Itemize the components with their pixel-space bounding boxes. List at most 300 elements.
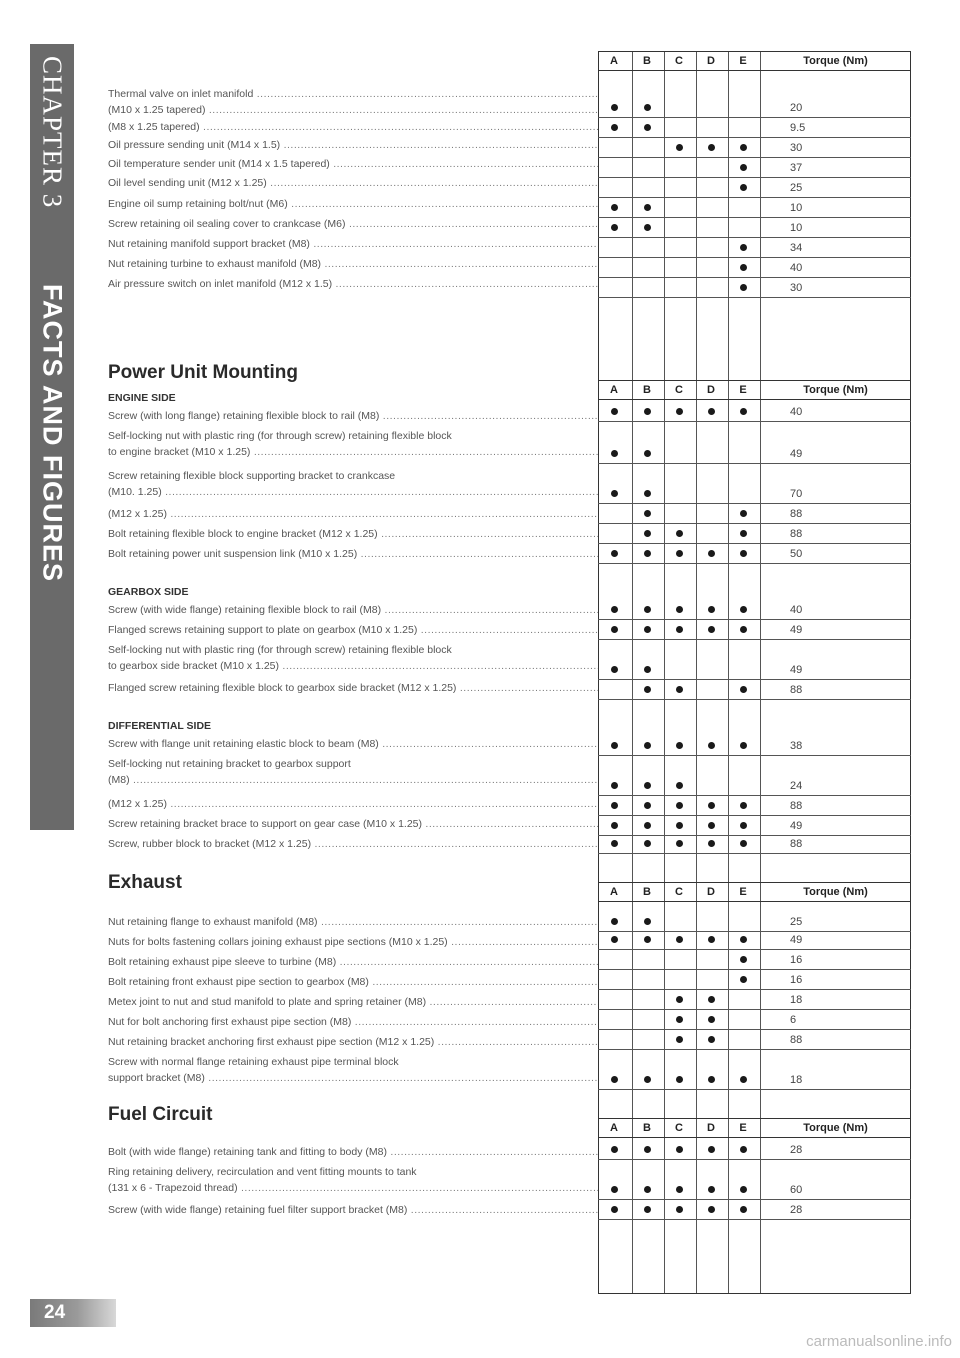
applies-dot [611,408,618,415]
applies-dot [740,244,747,251]
chapter-side-tab [30,44,74,830]
spec-item [108,196,598,212]
column-d-cell [695,178,727,197]
spec-item-text: Air pressure switch on inlet manifold (M12 x 1.5) ..... [108,276,598,292]
torque-value: 30 [790,141,803,154]
column-c-cell [663,504,695,523]
spec-item-text: Screw with normal flange retaining exhaust pipe terminal block [108,1056,399,1068]
column-c-cell [663,796,695,815]
column-header-d: D [707,1122,715,1134]
column-c-cell [663,1070,695,1089]
column-header-d: D [707,886,715,898]
applies-dot [740,1206,747,1213]
column-b-cell [631,444,663,463]
applies-dot [611,1186,618,1193]
torque-row [598,912,911,932]
column-b-cell [631,1140,663,1159]
column-d-cell [695,950,727,969]
spec-item [108,1054,598,1086]
spec-item [108,276,598,292]
column-e-cell [727,680,759,699]
applies-dot [644,1206,651,1213]
applies-dot [676,1206,683,1213]
column-c-cell [663,680,695,699]
column-c-cell [663,98,695,117]
column-b-cell [631,138,663,157]
column-b-cell [631,484,663,503]
torque-value: 88 [790,527,803,540]
column-c-cell [663,1140,695,1159]
column-a-cell [598,238,630,257]
spec-item-text: Engine oil sump retaining bolt/nut (M6) ..... [108,196,598,212]
column-d-cell [695,912,727,931]
spec-item-text: (M10. 1.25) ..... [108,484,598,500]
section-title: Fuel Circuit [108,1104,213,1125]
spec-item-text: Screw retaining oil sealing cover to crankcase (M6) ..... [108,216,598,232]
torque-value: 88 [790,837,803,850]
column-d-cell [695,238,727,257]
torque-value: 49 [790,663,803,676]
applies-dot [740,686,747,693]
spec-item-text: Bolt retaining power unit suspension link (M10 x 1.25) ..... [108,546,598,562]
column-b-cell [631,1070,663,1089]
column-b-cell [631,218,663,237]
applies-dot [644,936,651,943]
column-d-cell [695,990,727,1009]
torque-row [598,970,911,990]
torque-row [598,278,911,298]
torque-table-header [598,380,911,400]
column-e-cell [727,158,759,177]
spec-item [108,1014,598,1030]
torque-row [598,816,911,836]
applies-dot [644,782,651,789]
applies-dot [611,490,618,497]
column-a-cell [598,1070,630,1089]
torque-value: 18 [790,993,803,1006]
column-a-cell [598,138,630,157]
column-a-cell [598,1010,630,1029]
spec-item-text: Bolt retaining flexible block to engine bracket (M12 x 1.25) ..... [108,526,598,542]
spec-item [108,954,598,970]
column-b-cell [631,98,663,117]
spec-item-text: (M10 x 1.25 tapered) ..... [108,102,598,118]
column-e-cell [727,218,759,237]
applies-dot [740,606,747,613]
column-b-cell [631,950,663,969]
column-c-cell [663,544,695,563]
torque-value: 38 [790,739,803,752]
spec-item [108,642,598,674]
torque-value: 49 [790,447,803,460]
torque-row [598,1070,911,1090]
column-header-b: B [643,1122,651,1134]
column-a-cell [598,816,630,835]
column-a-cell [598,912,630,931]
spec-item-text: Nut retaining turbine to exhaust manifold (M8) ..... [108,256,598,272]
column-header-b: B [643,384,651,396]
column-d-cell [695,258,727,277]
column-e-cell [727,660,759,679]
spec-item [108,137,598,153]
applies-dot [611,936,618,943]
torque-header: Torque (Nm) [803,1122,868,1134]
applies-dot [708,802,715,809]
column-c-cell [663,736,695,755]
column-b-cell [631,504,663,523]
column-d-cell [695,402,727,421]
column-a-cell [598,484,630,503]
applies-dot [644,204,651,211]
spec-item [108,816,598,832]
applies-dot [676,626,683,633]
column-e-cell [727,118,759,137]
spec-item [108,236,598,252]
spec-item-text: Screw with flange unit retaining elastic block to beam (M8) ..... [108,736,598,752]
spec-item [108,836,598,852]
applies-dot [676,144,683,151]
column-c-cell [663,990,695,1009]
column-e-cell [727,736,759,755]
column-c-cell [663,278,695,297]
spec-item-text: Screw (with wide flange) retaining flexible block to rail (M8) ..... [108,602,598,618]
column-e-cell [727,402,759,421]
torque-row [598,1180,911,1200]
applies-dot [644,840,651,847]
torque-value: 28 [790,1143,803,1156]
applies-dot [676,1186,683,1193]
spec-item-text: support bracket (M8) ..... [108,1070,598,1086]
torque-value: 28 [790,1203,803,1216]
applies-dot [611,918,618,925]
torque-header: Torque (Nm) [803,384,868,396]
applies-dot [708,840,715,847]
column-a-cell [598,600,630,619]
spec-item [108,526,598,542]
applies-dot [644,510,651,517]
applies-dot [708,1206,715,1213]
spec-item-text: Nut retaining bracket anchoring first exhaust pipe section (M12 x 1.25) ..... [108,1034,598,1050]
spec-item-text: Metex joint to nut and stud manifold to plate and spring retainer (M8) ..... [108,994,598,1010]
spec-item-text: Screw retaining bracket brace to support on gear case (M10 x 1.25) ..... [108,816,598,832]
torque-value: 25 [790,181,803,194]
column-a-cell [598,796,630,815]
column-b-cell [631,930,663,949]
column-e-cell [727,970,759,989]
column-header-b: B [643,55,651,67]
applies-dot [676,606,683,613]
column-d-cell [695,1200,727,1219]
column-e-cell [727,776,759,795]
page-number-box [30,1299,116,1327]
torque-row [598,776,911,796]
applies-dot [676,1076,683,1083]
torque-row [598,158,911,178]
applies-dot [644,802,651,809]
column-d-cell [695,970,727,989]
column-b-cell [631,834,663,853]
column-b-cell [631,660,663,679]
column-a-cell [598,680,630,699]
column-b-cell [631,158,663,177]
subsection-title: ENGINE SIDE [108,392,176,404]
applies-dot [740,1186,747,1193]
column-a-cell [598,1140,630,1159]
applies-dot [611,742,618,749]
chapter-label: CHAPTER 3 [37,56,68,209]
column-header-c: C [675,886,683,898]
applies-dot [708,144,715,151]
applies-dot [644,606,651,613]
column-c-cell [663,930,695,949]
spec-item [108,216,598,232]
column-d-cell [695,1140,727,1159]
column-b-cell [631,912,663,931]
column-a-cell [598,118,630,137]
column-b-cell [631,1030,663,1049]
column-e-cell [727,912,759,931]
applies-dot [676,782,683,789]
spec-item [108,408,598,424]
column-e-cell [727,930,759,949]
torque-value: 18 [790,1073,803,1086]
torque-value: 40 [790,261,803,274]
applies-dot [708,996,715,1003]
spec-item-text: Screw retaining flexible block supporting bracket to crankcase [108,470,396,482]
applies-dot [611,450,618,457]
spec-item-text: Flanged screw retaining flexible block to gearbox side bracket (M12 x 1.25) ..... [108,680,598,696]
subsection-title: GEARBOX SIDE [108,586,189,598]
column-c-cell [663,600,695,619]
applies-dot [708,408,715,415]
column-c-cell [663,660,695,679]
torque-value: 50 [790,547,803,560]
torque-value: 49 [790,623,803,636]
applies-dot [708,1076,715,1083]
torque-value: 16 [790,973,803,986]
torque-row [598,660,911,680]
column-d-cell [695,544,727,563]
applies-dot [740,550,747,557]
column-b-cell [631,816,663,835]
column-d-cell [695,736,727,755]
column-e-cell [727,238,759,257]
column-b-cell [631,238,663,257]
column-d-cell [695,484,727,503]
column-b-cell [631,198,663,217]
torque-row [598,504,911,524]
column-e-cell [727,1140,759,1159]
column-d-cell [695,930,727,949]
column-a-cell [598,1030,630,1049]
column-b-cell [631,258,663,277]
torque-value: 88 [790,683,803,696]
spec-item [108,602,598,618]
spec-item [108,1034,598,1050]
column-c-cell [663,1010,695,1029]
spec-item-text: Screw (with long flange) retaining flexible block to rail (M8) ..... [108,408,598,424]
column-c-cell [663,912,695,931]
column-header-c: C [675,1122,683,1134]
applies-dot [676,1146,683,1153]
torque-value: 40 [790,405,803,418]
applies-dot [644,626,651,633]
spec-item [108,796,598,812]
torque-row [598,680,911,700]
applies-dot [611,104,618,111]
column-d-cell [695,776,727,795]
column-d-cell [695,524,727,543]
spec-item-text: Bolt retaining exhaust pipe sleeve to turbine (M8) ..... [108,954,598,970]
column-d-cell [695,816,727,835]
applies-dot [708,606,715,613]
spec-item-text: Self-locking nut with plastic ring (for through screw) retaining flexible block [108,644,452,656]
column-a-cell [598,444,630,463]
column-header-e: E [739,384,747,396]
column-b-cell [631,402,663,421]
column-e-cell [727,1010,759,1029]
column-d-cell [695,138,727,157]
spec-item [108,156,598,172]
spec-item-text: (M12 x 1.25) ..... [108,506,598,522]
torque-value: 40 [790,603,803,616]
applies-dot [708,742,715,749]
spec-item-text: (M8) ..... [108,772,598,788]
column-c-cell [663,1200,695,1219]
applies-dot [740,976,747,983]
column-header-a: A [610,1122,618,1134]
torque-row [598,402,911,422]
applies-dot [708,1016,715,1023]
spec-item-text: Screw, rubber block to bracket (M12 x 1.25) ..... [108,836,598,852]
spec-item-text: Self-locking nut retaining bracket to gearbox support [108,758,351,770]
watermark: carmanualsonline.info [806,1333,952,1350]
torque-row [598,98,911,118]
applies-dot [676,996,683,1003]
column-c-cell [663,950,695,969]
spec-item-text: Flanged screws retaining support to plate on gearbox (M10 x 1.25) ..... [108,622,598,638]
applies-dot [740,144,747,151]
spec-item-text: Nuts for bolts fastening collars joining exhaust pipe sections (M10 x 1.25) ..... [108,934,598,950]
column-e-cell [727,796,759,815]
applies-dot [676,530,683,537]
spec-item [108,680,598,696]
column-d-cell [695,620,727,639]
torque-row [598,178,911,198]
spec-item [108,1164,598,1196]
column-header-e: E [739,886,747,898]
torque-value: 88 [790,799,803,812]
spec-item [108,736,598,752]
applies-dot [611,1206,618,1213]
column-b-cell [631,1010,663,1029]
column-b-cell [631,278,663,297]
torque-value: 60 [790,1183,803,1196]
applies-dot [644,918,651,925]
applies-dot [740,626,747,633]
applies-dot [644,686,651,693]
torque-row [598,930,911,950]
column-c-cell [663,970,695,989]
column-header-d: D [707,384,715,396]
spec-item [108,175,598,191]
column-e-cell [727,98,759,117]
applies-dot [644,408,651,415]
torque-row [598,544,911,564]
column-e-cell [727,138,759,157]
spec-item [108,102,598,118]
spec-item-text: Bolt (with wide flange) retaining tank and fitting to body (M8) ..... [108,1144,598,1160]
spec-item [108,468,598,500]
column-b-cell [631,680,663,699]
column-b-cell [631,178,663,197]
torque-value: 49 [790,819,803,832]
column-e-cell [727,950,759,969]
column-a-cell [598,544,630,563]
applies-dot [708,1036,715,1043]
column-header-e: E [739,1122,747,1134]
column-d-cell [695,796,727,815]
torque-row [598,198,911,218]
spec-item-text: Self-locking nut with plastic ring (for through screw) retaining flexible block [108,430,452,442]
torque-value: 88 [790,507,803,520]
column-d-cell [695,600,727,619]
applies-dot [611,124,618,131]
torque-row [598,1140,911,1160]
column-d-cell [695,1180,727,1199]
spec-item-text: Nut for bolt anchoring first exhaust pipe section (M8) ..... [108,1014,598,1030]
torque-value: 6 [790,1013,797,1026]
applies-dot [644,490,651,497]
column-c-cell [663,158,695,177]
column-a-cell [598,776,630,795]
column-d-cell [695,198,727,217]
column-e-cell [727,258,759,277]
column-a-cell [598,98,630,117]
spec-item [108,1144,598,1160]
applies-dot [611,782,618,789]
column-a-cell [598,402,630,421]
applies-dot [740,840,747,847]
column-d-cell [695,1010,727,1029]
applies-dot [676,840,683,847]
column-a-cell [598,278,630,297]
column-c-cell [663,1180,695,1199]
spec-item [108,546,598,562]
torque-row [598,444,911,464]
spec-item [108,756,598,788]
applies-dot [611,1146,618,1153]
column-a-cell [598,930,630,949]
torque-row [598,950,911,970]
applies-dot [676,936,683,943]
column-e-cell [727,834,759,853]
column-c-cell [663,444,695,463]
column-header-c: C [675,55,683,67]
column-a-cell [598,660,630,679]
applies-dot [644,530,651,537]
column-header-e: E [739,55,747,67]
column-e-cell [727,524,759,543]
applies-dot [611,1076,618,1083]
spec-item-text: Oil level sending unit (M12 x 1.25) ..... [108,175,598,191]
spec-item-text: Ring retaining delivery, recirculation and vent fitting mounts to tank [108,1166,417,1178]
column-b-cell [631,776,663,795]
applies-dot [740,802,747,809]
applies-dot [708,822,715,829]
applies-dot [676,550,683,557]
column-e-cell [727,198,759,217]
